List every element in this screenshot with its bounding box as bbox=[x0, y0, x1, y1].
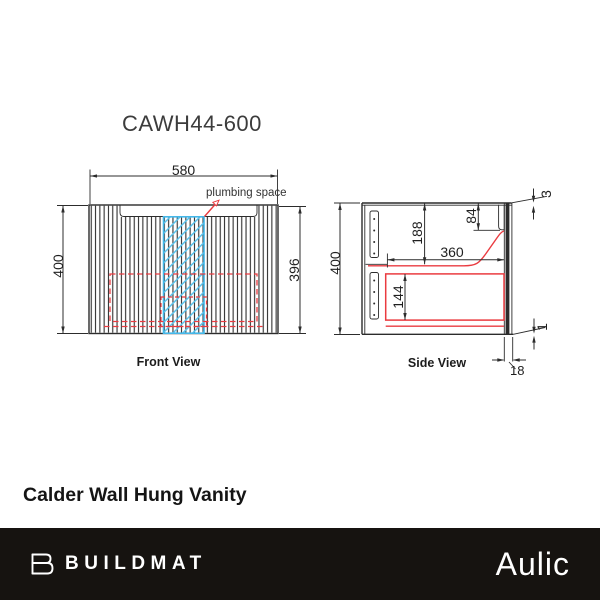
side-view-label: Side View bbox=[407, 356, 467, 370]
dim-width-580: 580 bbox=[171, 161, 196, 178]
footer-bar bbox=[0, 528, 600, 600]
dim-1: 1 bbox=[533, 322, 550, 331]
dim-height-400-side: 400 bbox=[327, 251, 343, 275]
dim-144: 144 bbox=[389, 285, 406, 309]
dim-188: 188 bbox=[409, 220, 425, 245]
plumbing-space-note: plumbing space bbox=[206, 187, 287, 199]
dim-height-396: 396 bbox=[286, 257, 302, 282]
top-recess-notch bbox=[120, 205, 257, 217]
product-code: CAWH44-600 bbox=[122, 111, 262, 136]
buildmat-logo-icon bbox=[30, 552, 56, 576]
hinge-plates bbox=[370, 211, 379, 319]
dim-360: 360 bbox=[440, 243, 464, 260]
dim-18: 18 bbox=[510, 363, 525, 378]
plumbing-leader-line bbox=[205, 204, 216, 217]
dim-84: 84 bbox=[462, 207, 479, 224]
back-panel bbox=[506, 203, 510, 334]
side-view-drawing bbox=[334, 189, 550, 370]
product-title: Calder Wall Hung Vanity bbox=[23, 484, 247, 506]
dim-height-400-front: 400 bbox=[49, 253, 66, 278]
front-view-label: Front View bbox=[136, 355, 201, 369]
dim-3: 3 bbox=[537, 189, 554, 198]
plumbing-space-zone bbox=[164, 217, 205, 333]
aulic-brand-name: Aulic bbox=[495, 545, 570, 582]
hanging-rail bbox=[499, 205, 505, 230]
buildmat-brand-name: BUILDMAT bbox=[65, 553, 207, 574]
